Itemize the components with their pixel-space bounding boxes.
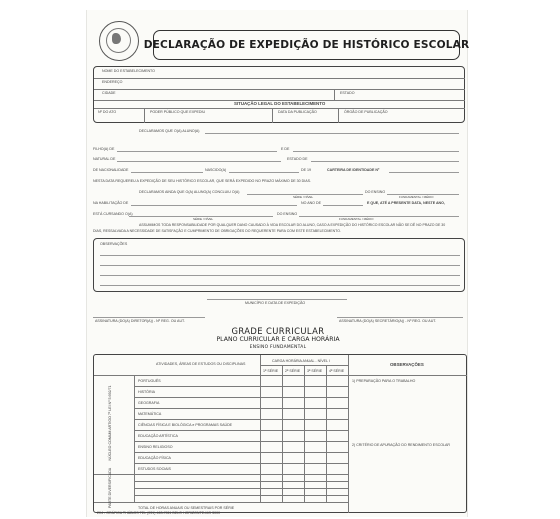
decl-line-8c: DO ENSINO xyxy=(277,212,298,216)
divider xyxy=(94,474,348,475)
subject-row: GEOGRAFIA xyxy=(138,401,160,405)
divider xyxy=(272,108,273,123)
title-box xyxy=(143,30,470,60)
fill-line xyxy=(229,172,299,173)
divider xyxy=(94,375,467,376)
place-date-label: MUNICÍPIO E DATA DE EXPEDIÇÃO xyxy=(245,301,306,305)
establishment-name-label: NOME DO ESTABELECIMENTO xyxy=(102,69,155,73)
observations-label: OBSERVAÇÕES xyxy=(100,242,128,246)
divider xyxy=(134,481,348,482)
decl-line-3b: ESTADO DE xyxy=(287,157,308,161)
divider xyxy=(134,463,348,464)
decl-line-4d: CARTEIRA DE IDENTIDADE Nº xyxy=(327,168,380,172)
decl-line-4c: DE 19 xyxy=(301,168,311,172)
series-4-header: 4ª SÉRIE xyxy=(329,369,345,373)
divider xyxy=(94,78,465,79)
diversified-side-label: PARTE DIVERSIFICADA xyxy=(108,467,112,508)
divider xyxy=(134,376,135,502)
subject-row: PORTUGUÊS xyxy=(138,379,161,383)
fill-line xyxy=(311,161,459,162)
fill-line xyxy=(100,265,460,266)
fill-line xyxy=(100,285,460,286)
grade-level: ENSINO FUNDAMENTAL xyxy=(249,345,307,350)
divider xyxy=(144,108,145,123)
address-label: ENDEREÇO xyxy=(102,80,123,84)
col-observations-header: OBSERVAÇÕES xyxy=(390,362,424,367)
decl-line-6b: SÉRIE / NÍVEL xyxy=(293,195,314,199)
fill-line xyxy=(131,172,203,173)
subject-row: EDUCAÇÃO ARTÍSTICA xyxy=(138,434,178,438)
divider xyxy=(260,365,348,366)
fill-line xyxy=(117,161,281,162)
observations-box xyxy=(93,238,465,292)
decl-line-8a: ESTÁ CURSANDO O(A) xyxy=(93,212,133,216)
decl-line-4b: NASCIDO(A) xyxy=(205,168,227,172)
curriculum-table xyxy=(93,354,467,513)
col-load-header: CARGA HORÁRIA ANUAL - NÍVEL I xyxy=(272,359,330,363)
legal-status-heading: SITUAÇÃO LEGAL DO ESTABELECIMENTO xyxy=(234,101,326,106)
brazil-map-icon xyxy=(112,33,121,44)
subject-row: CIÊNCIAS FÍSICA E BIOLÓGICA e PROGRAMAS SAÚDE xyxy=(138,423,233,427)
grade-title: GRADE CURRICULAR xyxy=(231,326,325,336)
decl-line-7a: NA HABILITAÇÃO DE xyxy=(93,201,129,205)
secretary-signature-label: ASSINATURA (DO(A) SECRETÁRIO(A)) - Nº REG. OU AUT. xyxy=(339,319,437,323)
subject-row: ENSINO RELIGIOSO xyxy=(138,445,173,449)
divider xyxy=(260,355,261,502)
publication-organ-label: ÓRGÃO DE PUBLICAÇÃO xyxy=(344,110,388,114)
divider xyxy=(134,495,348,496)
decl-line-6a: DECLARAMOS AINDA QUE O(A) ALUNO(A) CONCLUIU O(A) xyxy=(139,190,240,194)
form-sheet xyxy=(86,10,468,517)
series-3-header: 3ª SÉRIE xyxy=(307,369,323,373)
obs-item-1: 1) PREPARAÇÃO PARA O TRABALHO xyxy=(352,379,416,383)
divider xyxy=(94,502,348,503)
act-number-label: Nº DO ATO xyxy=(98,110,117,114)
divider xyxy=(134,408,348,409)
divider xyxy=(338,108,339,123)
document-title: DECLARAÇÃO DE EXPEDIÇÃO DE HISTÓRICO ESCOLAR xyxy=(143,39,470,51)
fill-line xyxy=(323,205,363,206)
signature-line xyxy=(207,299,347,300)
decl-line-7b: NO ANO DE xyxy=(301,201,321,205)
divider xyxy=(134,488,348,489)
divider xyxy=(94,108,465,109)
series-2-header: 2ª SÉRIE xyxy=(285,369,301,373)
decl-line-3a: NATURAL DE xyxy=(93,157,116,161)
issuing-power-label: PODER PÚBLICO QUE EXPEDIU xyxy=(150,110,206,114)
divider xyxy=(134,397,348,398)
common-core-side-label: NÚCLEO COMUM ARTIGO 7º LEI Nº 5.692/71 xyxy=(108,385,112,461)
decl-line-1: DECLARAMOS QUE O(A) ALUNO(A) xyxy=(139,129,200,133)
divider xyxy=(348,355,349,513)
printer-footer: 204 - GRÁFICA THÁBIOS TEL (031) 463-7811 BELO HORIZONTE-MG 3000 xyxy=(97,511,221,515)
decl-line-6d: FUNDAMENTAL / MÉDIO xyxy=(399,195,434,199)
fill-line xyxy=(299,216,459,217)
state-label: ESTADO xyxy=(340,91,355,95)
publication-date-label: DATA DA PUBLICAÇÃO xyxy=(278,110,317,114)
divider xyxy=(134,441,348,442)
decl-line-8d: FUNDAMENTAL / MÉDIO xyxy=(339,217,374,221)
fill-line xyxy=(131,205,297,206)
coat-of-arms-seal xyxy=(99,21,139,61)
decl-line-4a: DE NACIONALIDADE xyxy=(93,168,129,172)
decl-line-2a: FILHO(A) DE xyxy=(93,147,115,151)
divider xyxy=(134,452,348,453)
signature-line xyxy=(93,317,205,318)
director-signature-label: ASSINATURA (DO(A) DIRETOR(A)) - Nº REG. OU AUT. xyxy=(95,319,185,323)
divider xyxy=(134,430,348,431)
obs-item-2: 2) CRITÉRIO DE APURAÇÃO DO RENDIMENTO ESCOLAR xyxy=(352,443,450,447)
fill-line xyxy=(205,133,459,134)
subject-row: ESTUDOS SOCIAIS xyxy=(138,467,171,471)
fill-line xyxy=(293,151,459,152)
series-1-header: 1ª SÉRIE xyxy=(263,369,279,373)
decl-line-2b: E DE xyxy=(281,147,290,151)
grade-subtitle: PLANO CURRICULAR E CARGA HORÁRIA xyxy=(216,336,340,343)
decl-line-5: NESTA DATA REQUEREU A EXPEDIÇÃO DE SEU HISTÓRICO ESCOLAR, QUE SERÁ EXPEDIDO NO PRAZO MÁXIMO DE 30 DIAS. xyxy=(93,179,312,183)
decl-line-7c: E QUE, ATÉ A PRESENTE DATA, NESTE ANO, xyxy=(367,201,445,205)
divider xyxy=(134,386,348,387)
city-label: CIDADE xyxy=(102,91,116,95)
decl-line-9: ASSUMIMOS TODA RESPONSABILIDADE POR QUALQUER DANO CAUSADO À VIDA ESCOLAR DO ALUNO, CASO A EXPEDIÇÃO DO HISTÓRICO ESCOLAR NÃO SE DÊ NO PRAZO DE 30 xyxy=(139,223,446,227)
subject-row: EDUCAÇÃO FÍSICA xyxy=(138,456,171,460)
signature-line xyxy=(337,317,463,318)
divider xyxy=(134,419,348,420)
establishment-box xyxy=(93,66,465,123)
decl-line-6c: DO ENSINO xyxy=(365,190,386,194)
divider xyxy=(94,89,465,90)
fill-line xyxy=(100,275,460,276)
decl-line-8b: SÉRIE / NÍVEL xyxy=(193,217,214,221)
total-hours-label: TOTAL DE HORAS ANUAIS OU SEMESTRAIS POR SÉRIE xyxy=(138,506,235,510)
divider xyxy=(334,89,335,100)
decl-line-10: DIAS, RESSALVADA A NECESSIDADE DE SATISFAÇÃO E CUMPRIMENTO DE OBRIGAÇÕES DO REQUERENTE PARA COM ESTE ESTABELECIMENTO. xyxy=(93,229,341,233)
col-subjects-header: ATIVIDADES, ÁREAS DE ESTUDOS OU DISCIPLINAS xyxy=(156,362,246,366)
fill-line xyxy=(389,172,459,173)
subject-row: MATEMÁTICA xyxy=(138,412,162,416)
subject-row: HISTÓRIA xyxy=(138,390,155,394)
fill-line xyxy=(100,255,460,256)
fill-line xyxy=(117,151,277,152)
